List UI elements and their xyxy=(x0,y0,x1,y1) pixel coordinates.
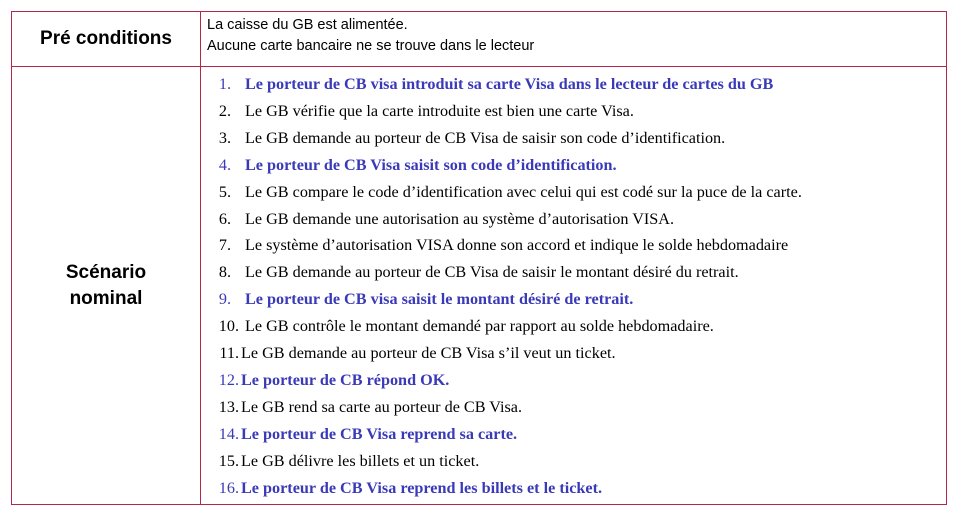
scenario-step: 13. Le GB rend sa carte au porteur de CB Visa. xyxy=(218,397,523,416)
scenario-step: 15. Le GB délivre les billets et un ticket. xyxy=(218,451,480,470)
precondition-row xyxy=(12,12,947,67)
scenario-step: 1. Le porteur de CB visa introduit sa carte Visa dans le lecteur de cartes du GB xyxy=(218,75,774,93)
scenario-steps xyxy=(201,67,947,505)
step-text: Le porteur de CB visa saisit le montant désiré de retrait. xyxy=(245,290,634,309)
precondition-label: Pré conditions xyxy=(12,12,201,67)
scenario-step: 8. Le GB demande au porteur de CB Visa de saisir le montant désiré du retrait. xyxy=(218,263,739,282)
step-text: Le système d’autorisation VISA donne son accord et indique le solde hebdomadaire xyxy=(245,236,789,255)
step-text: Le GB compare le code d’identification avec celui qui est codé sur la puce de la carte. xyxy=(245,182,802,201)
precondition-line-1: La caisse du GB est alimentée. xyxy=(207,17,408,33)
precondition-line-2: Aucune carte bancaire ne se trouve dans le lecteur xyxy=(207,38,535,54)
scenario-step: 2. Le GB vérifie que la carte introduite est bien une carte Visa. xyxy=(218,101,634,120)
step-text: Le GB contrôle le montant demandé par rapport au solde hebdomadaire. xyxy=(245,317,714,336)
step-text: Le GB vérifie que la carte introduite est bien une carte Visa. xyxy=(245,101,634,120)
scenario-label xyxy=(12,67,201,505)
scenario-step: 4. Le porteur de CB Visa saisit son code d’identification. xyxy=(218,155,617,174)
scenario-step: 5. Le GB compare le code d’identification avec celui qui est codé sur la puce de la carte. xyxy=(218,182,802,201)
use-case-table xyxy=(11,11,947,505)
step-text: Le GB demande une autorisation au système d’autorisation VISA. xyxy=(245,209,675,228)
scenario-row xyxy=(12,67,947,505)
scenario-label-line-1: Scénario xyxy=(65,261,147,283)
step-text: Le GB demande au porteur de CB Visa s’il veut un ticket. xyxy=(241,344,616,363)
step-text: Le porteur de CB Visa saisit son code d’identification. xyxy=(245,155,617,174)
precondition-content xyxy=(201,12,947,67)
scenario-step: 7. Le système d’autorisation VISA donne son accord et indique le solde hebdomadaire xyxy=(218,236,789,255)
scenario-step: 16. Le porteur de CB Visa reprend les billets et le ticket. xyxy=(218,478,603,497)
step-text: Le GB délivre les billets et un ticket. xyxy=(241,451,480,470)
scenario-step: 11. Le GB demande au porteur de CB Visa s’il veut un ticket. xyxy=(219,344,616,363)
step-text: Le porteur de CB répond OK. xyxy=(241,370,450,389)
scenario-step: 9. Le porteur de CB visa saisit le montant désiré de retrait. xyxy=(218,290,634,309)
scenario-step: 3. Le GB demande au porteur de CB Visa de saisir son code d’identification. xyxy=(218,128,726,147)
step-text: Le GB rend sa carte au porteur de CB Visa. xyxy=(241,397,523,416)
scenario-step: 12. Le porteur de CB répond OK. xyxy=(218,370,450,389)
step-text: Le GB demande au porteur de CB Visa de saisir son code d’identification. xyxy=(245,128,726,147)
step-text: Le porteur de CB visa introduit sa carte Visa dans le lecteur de cartes du GB xyxy=(245,75,774,93)
scenario-step: 6. Le GB demande une autorisation au système d’autorisation VISA. xyxy=(218,209,675,228)
step-text: Le GB demande au porteur de CB Visa de saisir le montant désiré du retrait. xyxy=(245,263,739,282)
step-text: Le porteur de CB Visa reprend les billets et le ticket. xyxy=(241,478,603,497)
scenario-step: 14. Le porteur de CB Visa reprend sa carte. xyxy=(218,424,518,443)
scenario-step: 10. Le GB contrôle le montant demandé par rapport au solde hebdomadaire. xyxy=(218,317,714,336)
step-text: Le porteur de CB Visa reprend sa carte. xyxy=(241,424,518,443)
scenario-label-line-2: nominal xyxy=(69,287,143,309)
